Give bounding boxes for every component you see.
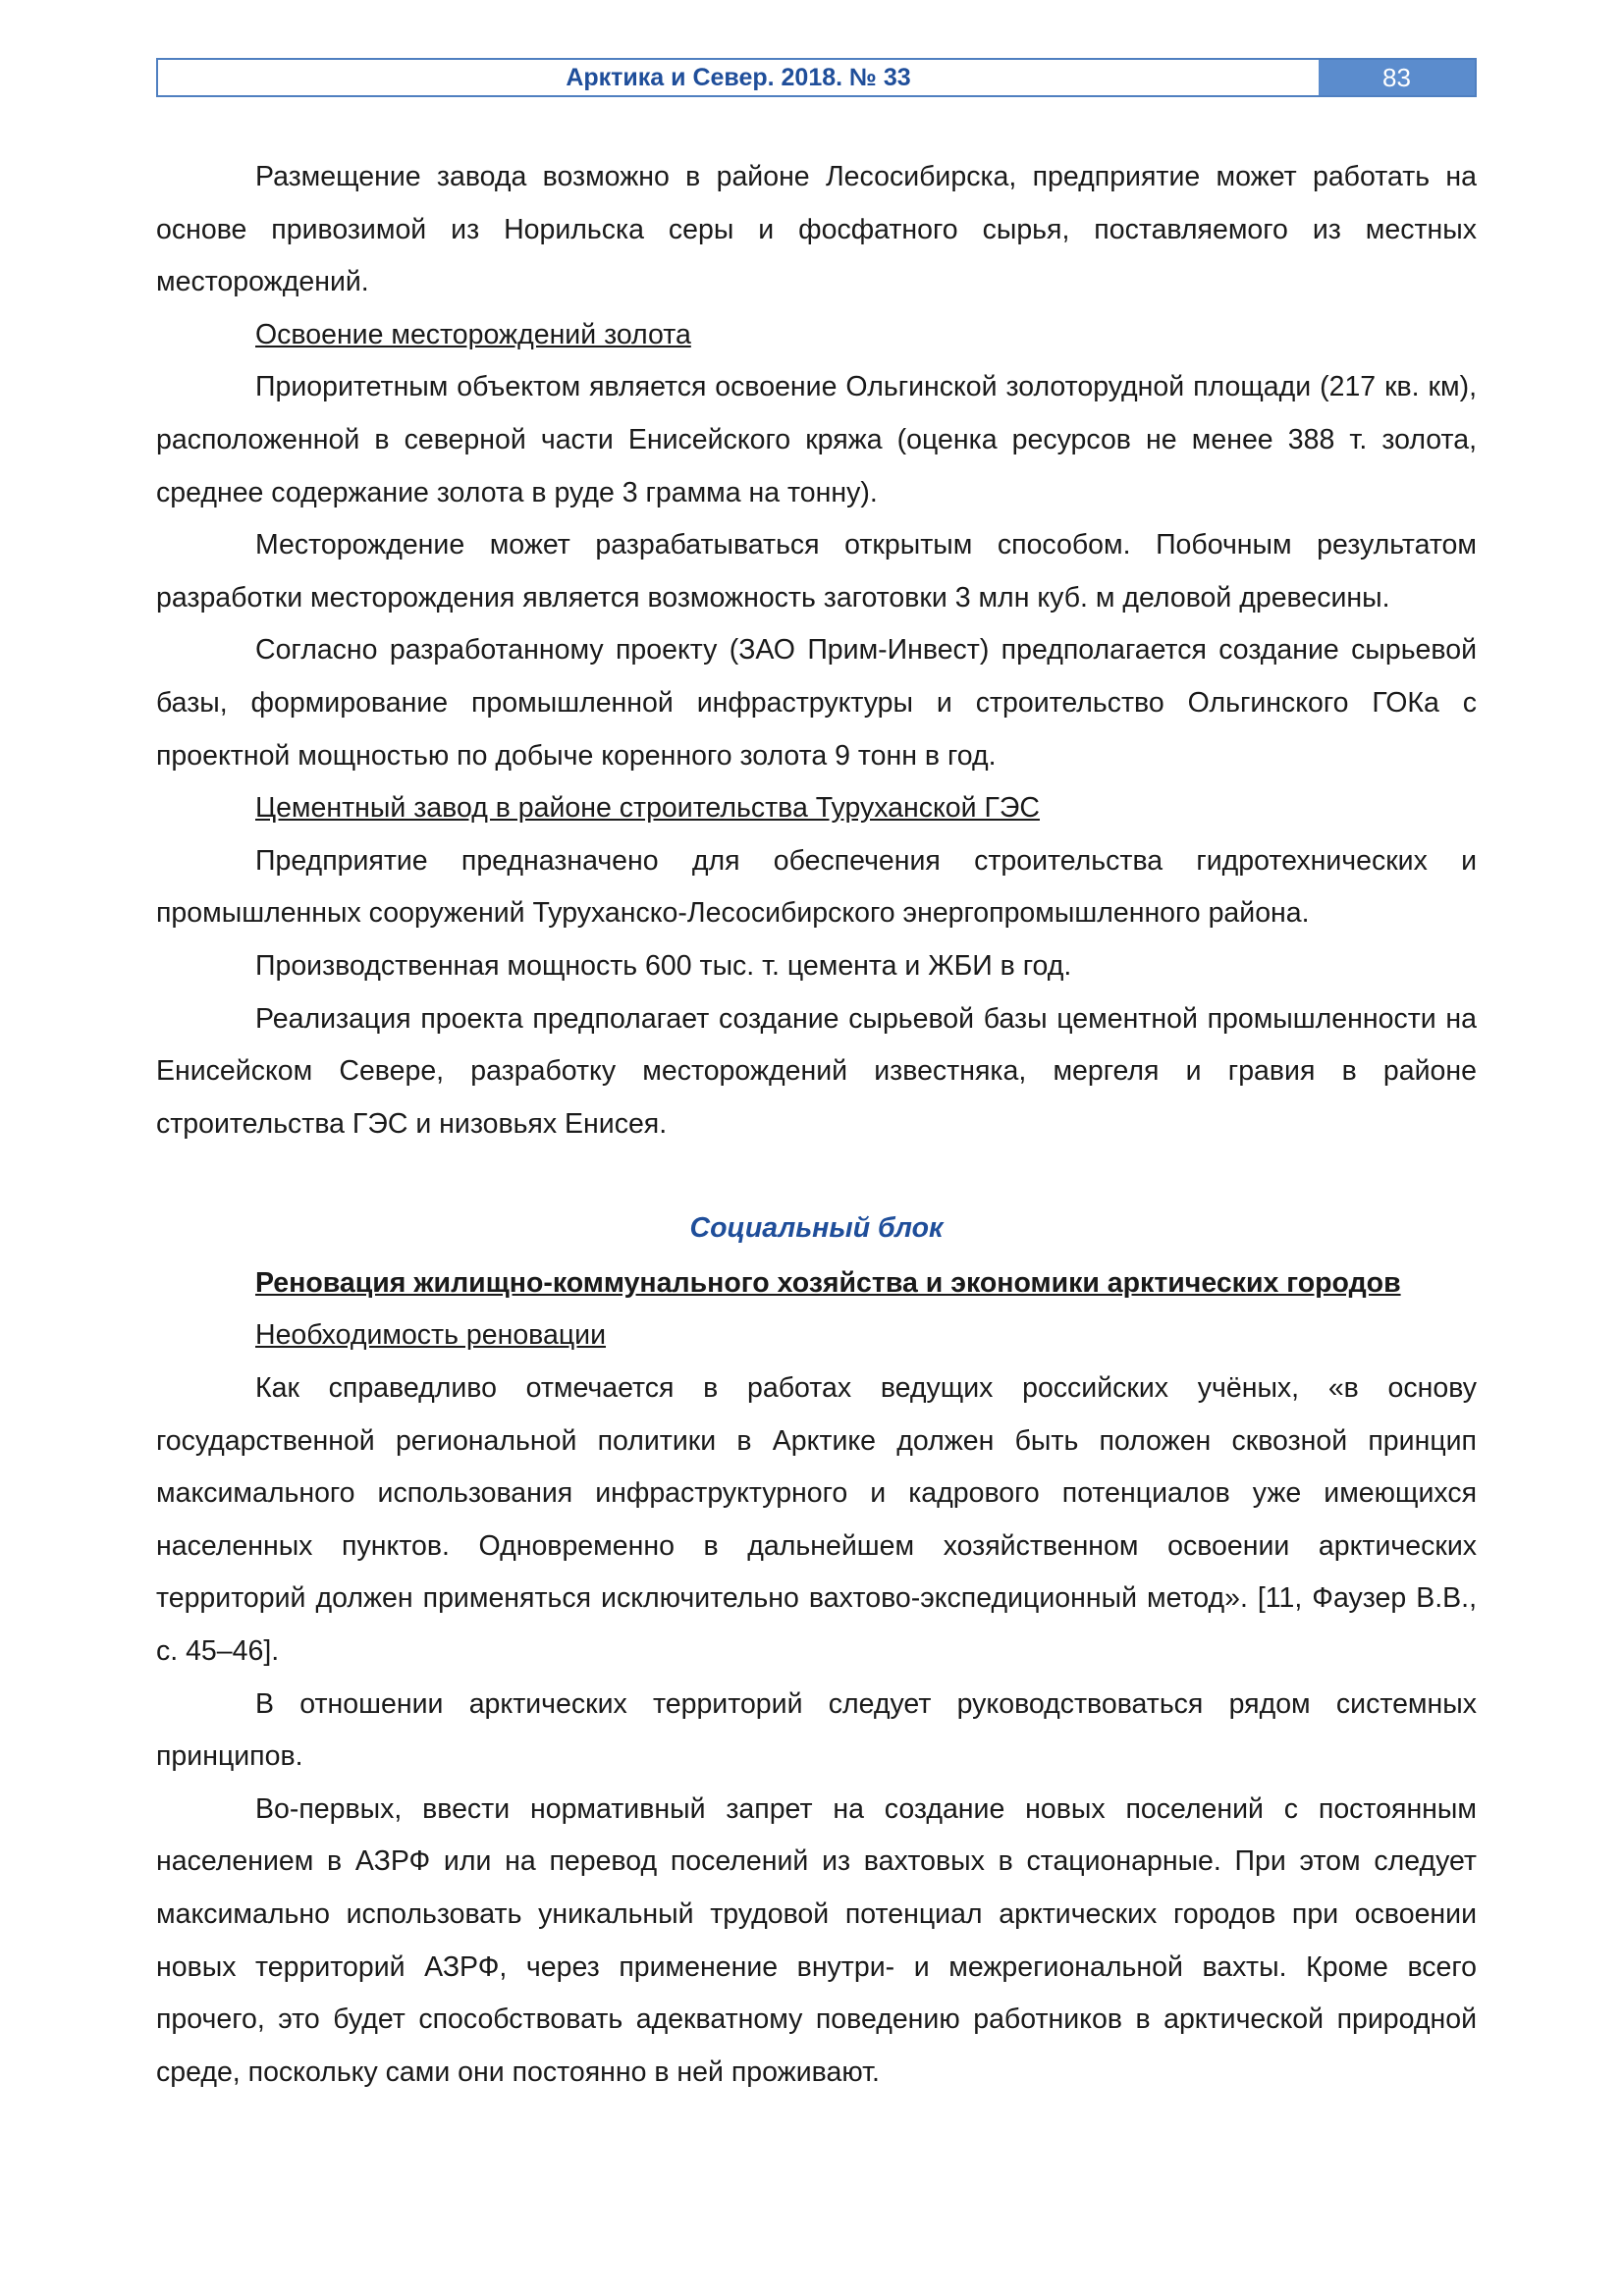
paragraph: В отношении арктических территорий следует руководствоваться рядом системных принципов. xyxy=(156,1687,1477,1773)
paragraph: Во-первых, ввести нормативный запрет на создание новых поселений с постоянным населением в АЗРФ или на перевод поселений из вахтовых в стационарные. При этом следует максимально использовать уникальный трудовой потенциал арктических городов при освоении новых территорий АЗРФ, через применение внутри- и межрегиональной вахты. Кроме всего прочего, это будет способствовать адекватному поведению работников в арктической природной среде, поскольку сами они постоянно в ней проживают. xyxy=(156,1792,1477,2088)
paragraph: Как справедливо отмечается в работах ведущих российских учёных, «в основу государственной региональной политики в Арктике должен быть положен сквозной принцип максимального использования инфраструктурного и кадрового потенциалов уже имеющихся населенных пунктов. Одновременно в дальнейшем хозяйственном освоении арктических территорий должен применяться исключительно вахтово-экспедиционный метод». [11, Фаузер В.В., с. 45–46]. xyxy=(156,1372,1477,1668)
section-title-social: Социальный блок xyxy=(689,1212,944,1245)
subheading-cement: Цементный завод в районе строительства Туруханской ГЭС xyxy=(255,792,1040,825)
page-body xyxy=(156,151,1477,2099)
page-number: 83 xyxy=(1319,60,1475,95)
running-header xyxy=(156,58,1477,97)
paragraph: Месторождение может разрабатываться открытым способом. Побочным результатом разработки месторождения является возможность заготовки 3 млн куб. м деловой древесины. xyxy=(156,529,1477,614)
paragraph: Приоритетным объектом является освоение Ольгинской золоторудной площади (217 кв. км), расположенной в северной части Енисейского кряжа (оценка ресурсов не менее 388 т. золота, среднее содержание золота в руде 3 грамма на тонну). xyxy=(156,371,1477,508)
subheading-gold: Освоение месторождений золота xyxy=(255,318,691,350)
subheading-necessity: Необходимость реновации xyxy=(255,1319,607,1352)
paragraph: Реализация проекта предполагает создание сырьевой базы цементной промышленности на Енисейском Севере, разработку месторождений известняка, мергеля и гравия в районе строительства ГЭС и низовьях Енисея. xyxy=(156,1002,1477,1140)
paragraph: Предприятие предназначено для обеспечения строительства гидротехнических и промышленных сооружений Туруханско-Лесосибирского энергопромышленного района. xyxy=(156,844,1477,930)
paragraph: Согласно разработанному проекту (ЗАО Прим-Инвест) предполагается создание сырьевой базы, формирование промышленной инфраструктуры и строительство Ольгинского ГОКа с проектной мощностью по добыче коренного золота 9 тонн в год. xyxy=(156,634,1477,772)
paragraph: Производственная мощность 600 тыс. т. цемента и ЖБИ в год. xyxy=(255,949,1072,982)
journal-title: Арктика и Север. 2018. № 33 xyxy=(566,64,911,91)
paragraph: Размещение завода возможно в районе Лесосибирска, предприятие может работать на основе привозимой из Норильска серы и фосфатного сырья, поставляемого из местных месторождений. xyxy=(156,161,1477,298)
heading-renovation: Реновация жилищно-коммунального хозяйства и экономики арктических городов xyxy=(255,1266,1401,1299)
